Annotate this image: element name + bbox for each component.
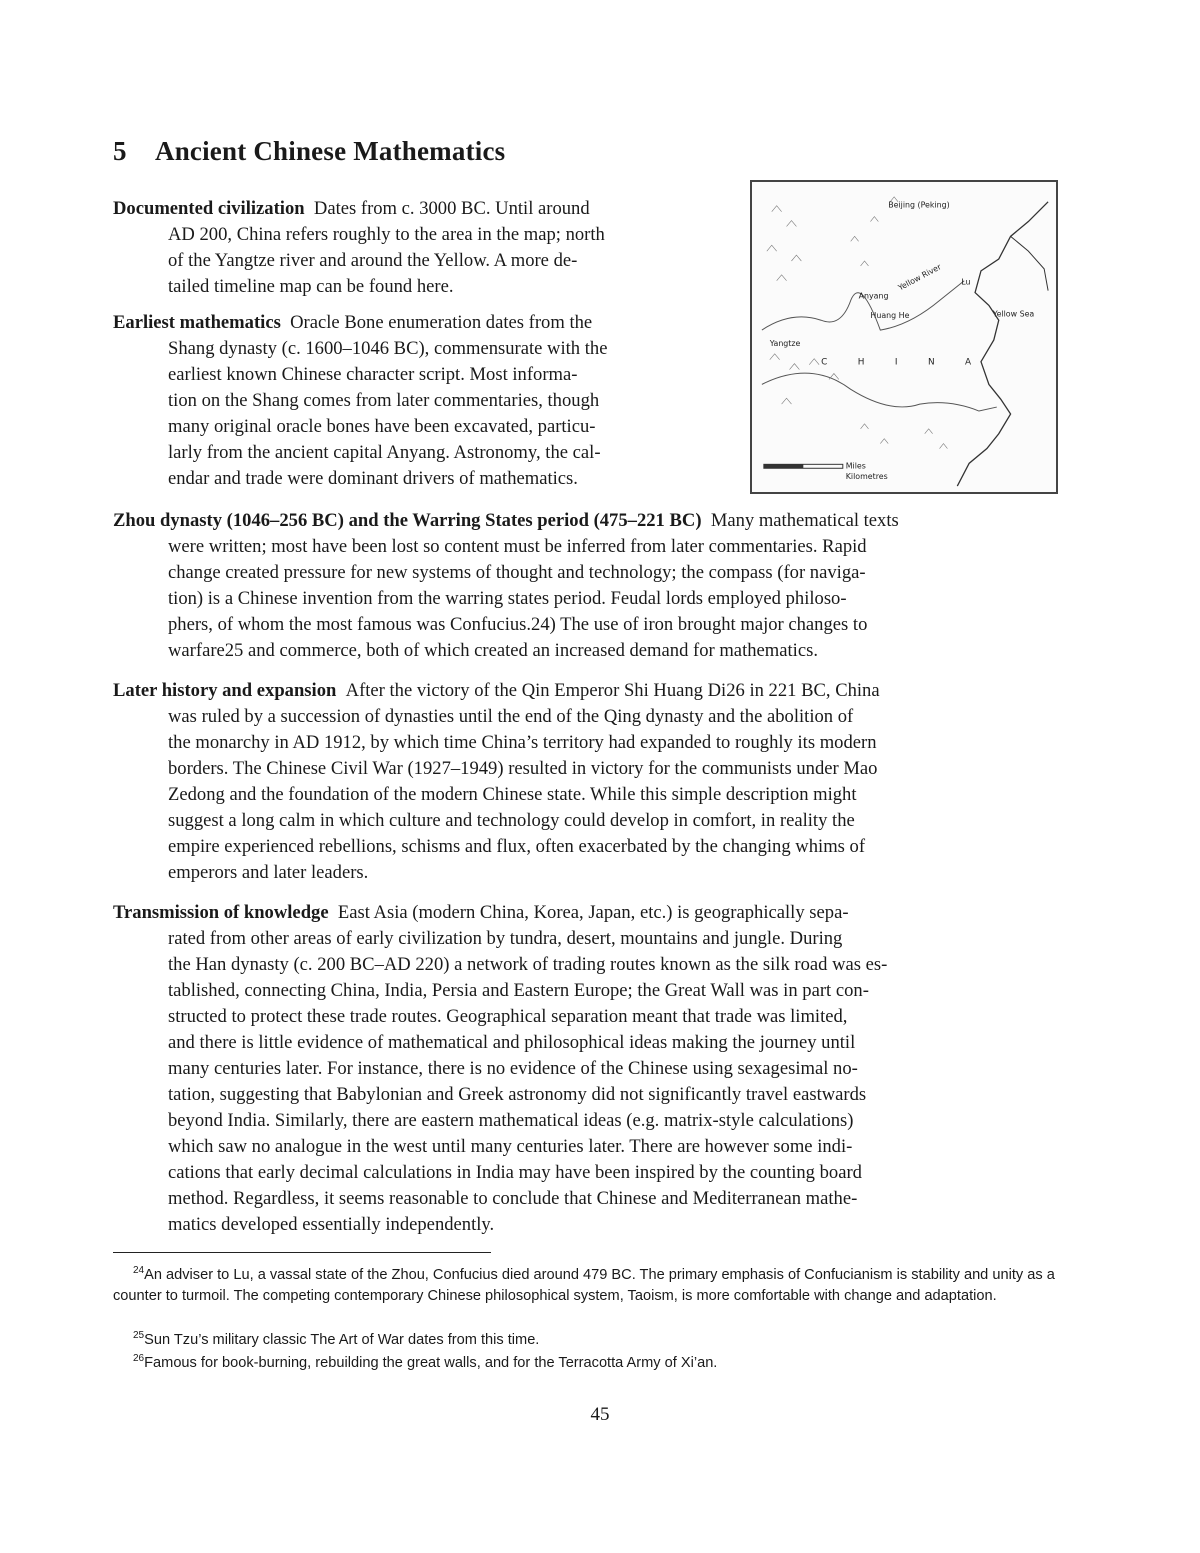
footnote-mark: 26 <box>133 1353 145 1364</box>
entry-line: endar and trade were dominant drivers of mathematics. <box>168 468 578 489</box>
entry-line: tailed timeline map can be found here. <box>168 276 454 297</box>
map-label: Miles <box>845 461 866 471</box>
entry-line: empire experienced rebellions, schisms and flux, often exacerbated by the changing whims of <box>168 836 866 857</box>
entry-line: structed to protect these trade routes. Geographical separation meant that trade was limited, <box>168 1006 848 1027</box>
section-heading <box>113 136 505 167</box>
entry-line: East Asia (modern China, Korea, Japan, etc.) is geographically sepa- <box>337 902 849 923</box>
footnote-26 <box>113 1348 1061 1374</box>
entry-line: tation, suggesting that Babylonian and Greek astronomy did not significantly travel eastwards <box>168 1084 867 1105</box>
china-map-figure <box>750 180 1058 494</box>
entry-line: Dates from c. 3000 BC. Until around <box>313 198 590 219</box>
entry-term: Documented civilization <box>113 198 305 219</box>
footnote-text: Famous for book-burning, rebuilding the great walls, and for the Terracotta Army of Xi’an. <box>144 1354 718 1371</box>
entry-line: and there is little evidence of mathematical and philosophical ideas making the journey until <box>168 1032 856 1053</box>
page-number: 45 <box>590 1404 610 1425</box>
section-number: 5 <box>113 136 127 166</box>
entry-line: emperors and later leaders. <box>168 862 369 883</box>
footnote-mark: 24 <box>133 1265 145 1276</box>
entry-earliest-mathematics <box>113 310 720 492</box>
entry-term: Zhou dynasty (1046–256 BC) and the Warring States period (475–221 BC) <box>113 510 702 531</box>
entry-line: After the victory of the Qin Emperor Shi Huang Di26 in 221 BC, China <box>345 680 880 701</box>
entry-line: change created pressure for new systems of thought and technology; the compass (for naviga- <box>168 562 866 583</box>
footnote-25 <box>113 1325 1061 1351</box>
entry-term: Later history and expansion <box>113 680 337 701</box>
entry-line: of the Yangtze river and around the Yellow. A more de- <box>168 250 578 271</box>
map-label: Beijing (Peking) <box>888 200 950 210</box>
entry-line: Oracle Bone enumeration dates from the <box>290 312 593 333</box>
entry-line: Zedong and the foundation of the modern Chinese state. While this simple description might <box>168 784 857 805</box>
entry-line: tion on the Shang comes from later commentaries, though <box>168 390 600 411</box>
entry-line: rated from other areas of early civilization by tundra, desert, mountains and jungle. During <box>168 928 843 949</box>
entry-line: which saw no analogue in the west until many centuries later. There are however some indi- <box>168 1136 853 1157</box>
entry-line: many centuries later. For instance, there is no evidence of the Chinese using sexagesimal no- <box>168 1058 858 1079</box>
entry-line: Shang dynasty (c. 1600–1046 BC), commensurate with the <box>168 338 608 359</box>
entry-line: suggest a long calm in which culture and technology could develop in comfort, in reality the <box>168 810 855 831</box>
entry-line: beyond India. Similarly, there are eastern mathematical ideas (e.g. matrix-style calculations) <box>168 1110 854 1131</box>
footnote-text: An adviser to Lu, a vassal state of the Zhou, Confucius died around 479 BC. The primary emphasis of Confucianism is stability and unity as a counter to turmoil. The competing contemporary Chinese philosophical system, Taoism, is more comfortable with change and adaptation. <box>113 1266 1055 1304</box>
entry-transmission-of-knowledge <box>113 900 1061 1238</box>
footnote-24 <box>113 1260 1061 1307</box>
entry-line: was ruled by a succession of dynasties until the end of the Qing dynasty and the abolition of <box>168 706 854 727</box>
entry-line: Many mathematical texts <box>710 510 899 531</box>
map-label: Yellow Sea <box>992 309 1035 319</box>
entry-line: borders. The Chinese Civil War (1927–1949) resulted in victory for the communists under Mao <box>168 758 878 779</box>
map-label: Yellow River <box>896 262 943 293</box>
entry-term: Transmission of knowledge <box>113 902 329 923</box>
entry-line: tion) is a Chinese invention from the warring states period. Feudal lords employed philoso- <box>168 588 847 609</box>
entry-line: matics developed essentially independently. <box>168 1214 495 1235</box>
section-title: Ancient Chinese Mathematics <box>155 136 506 166</box>
entry-line: warfare25 and commerce, both of which created an increased demand for mathematics. <box>168 640 818 661</box>
entry-line: the monarchy in AD 1912, by which time China’s territory had expanded to roughly its modern <box>168 732 877 753</box>
entry-zhou-dynasty <box>113 508 1061 664</box>
map-label: C H I N A <box>821 357 985 368</box>
map-label: Kilometres <box>845 472 888 482</box>
entry-term: Earliest mathematics <box>113 312 281 333</box>
map-label: Yangtze <box>769 338 801 348</box>
entry-line: phers, of whom the most famous was Confucius.24) The use of iron brought major changes to <box>168 614 868 635</box>
entry-line: larly from the ancient capital Anyang. Astronomy, the cal- <box>168 442 601 463</box>
entry-line: method. Regardless, it seems reasonable to conclude that Chinese and Mediterranean mathe- <box>168 1188 858 1209</box>
china-map-drawing <box>752 182 1056 492</box>
footnote-mark: 25 <box>133 1330 145 1341</box>
entry-line: the Han dynasty (c. 200 BC–AD 220) a network of trading routes known as the silk road was es- <box>168 954 888 975</box>
entry-line: tablished, connecting China, India, Persia and Eastern Europe; the Great Wall was in part con- <box>168 980 869 1001</box>
entry-line: many original oracle bones have been excavated, particu- <box>168 416 596 437</box>
entry-later-history <box>113 678 1061 886</box>
map-label: Huang He <box>870 311 910 321</box>
map-label: Lu <box>961 277 971 287</box>
entry-line: cations that early decimal calculations in India may have been inspired by the counting board <box>168 1162 862 1183</box>
entry-line: AD 200, China refers roughly to the area in the map; north <box>168 224 605 245</box>
footnote-text: Sun Tzu’s military classic The Art of War dates from this time. <box>144 1331 540 1348</box>
entry-documented-civilization <box>113 196 720 300</box>
map-label: Anyang <box>858 291 889 301</box>
entry-line: were written; most have been lost so content must be inferred from later commentaries. Rapid <box>168 536 867 557</box>
footnote-rule <box>113 1252 491 1253</box>
entry-line: earliest known Chinese character script. Most informa- <box>168 364 578 385</box>
